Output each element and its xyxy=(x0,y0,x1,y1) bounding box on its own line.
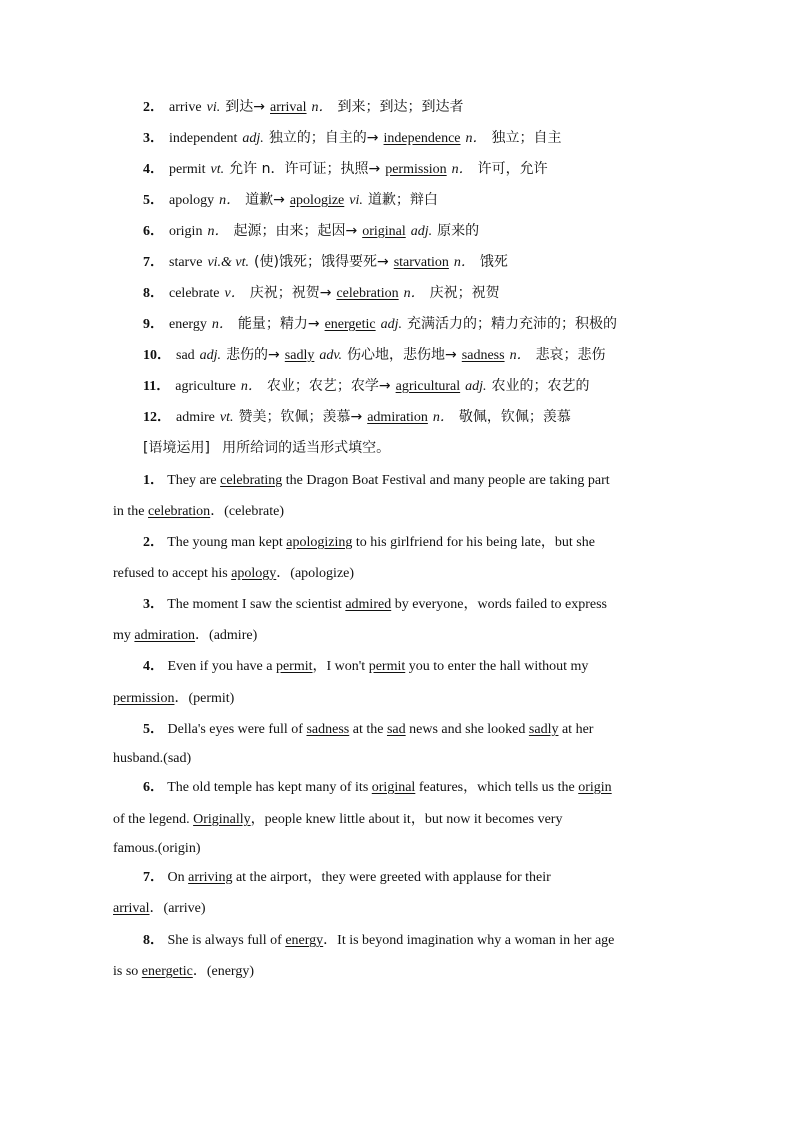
text: of the legend. xyxy=(113,812,194,827)
text: at her xyxy=(558,722,594,737)
vocab-word: celebrate xyxy=(169,286,220,301)
vocab-meaning: 到达→ xyxy=(225,99,265,115)
derived-word: permission xyxy=(385,162,447,177)
part-of-speech: n． xyxy=(432,410,454,425)
exercise-number: 8． xyxy=(143,933,164,948)
vocab-word: independent xyxy=(169,131,238,146)
derived-word: energetic xyxy=(324,317,376,332)
vocab-number: 7． xyxy=(143,255,164,270)
text: Even if you have a xyxy=(167,659,276,674)
exercise-6-line-3 xyxy=(113,840,200,858)
vocab-word: permit xyxy=(169,162,206,177)
section-title: [语境运用] xyxy=(143,440,210,456)
vocab-item xyxy=(143,160,548,179)
derived-meaning: 敬佩，钦佩；羡慕 xyxy=(458,409,571,425)
derived-meaning: 道歉；辩白 xyxy=(367,192,438,208)
part-of-speech: vi.& vt. xyxy=(207,255,250,270)
derived-word: apologize xyxy=(289,193,345,208)
text: at the airport，they were greeted with applause for their xyxy=(232,870,551,885)
vocab-item xyxy=(143,98,464,117)
exercise-6-line-1 xyxy=(143,779,612,797)
part-of-speech: n． xyxy=(219,193,241,208)
answer-blank: apologizing xyxy=(286,535,353,550)
exercise-4-line-2 xyxy=(113,690,234,708)
exercise-8-line-1 xyxy=(143,932,614,950)
exercise-6-line-2 xyxy=(113,811,562,829)
part-of-speech: n． xyxy=(403,286,425,301)
derived-meaning: 原来的 xyxy=(437,223,480,239)
part-of-speech: adj. xyxy=(465,379,487,394)
vocab-number: 4． xyxy=(143,162,164,177)
answer-blank: sad xyxy=(386,722,406,737)
vocab-word: admire xyxy=(176,410,215,425)
part-of-speech: n． xyxy=(451,162,473,177)
exercise-number: 3． xyxy=(143,597,164,612)
text: my xyxy=(113,628,135,643)
part-of-speech: n． xyxy=(211,317,233,332)
part-of-speech: n． xyxy=(453,255,475,270)
part-of-speech: adj. xyxy=(199,348,222,363)
derived-meaning: 悲哀；悲伤 xyxy=(535,347,606,363)
answer-blank: arrival xyxy=(113,901,150,916)
text: by everyone，words failed to express xyxy=(391,597,607,612)
vocab-item xyxy=(143,315,617,334)
text: She is always full of xyxy=(167,933,286,948)
part-of-speech: adj. xyxy=(380,317,403,332)
part-of-speech: n． xyxy=(240,379,262,394)
part-of-speech: n． xyxy=(509,348,531,363)
text: to his girlfriend for his being late，but she xyxy=(352,535,595,550)
exercise-8-line-2 xyxy=(113,963,254,981)
exercise-number: 6． xyxy=(143,780,164,795)
text: husband.(sad) xyxy=(113,751,192,766)
vocab-number: 12． xyxy=(143,410,171,425)
vocab-item xyxy=(143,284,500,303)
exercise-1-line-2 xyxy=(113,503,284,521)
text: in the xyxy=(113,504,148,519)
answer-blank: original xyxy=(371,780,416,795)
vocab-word: starve xyxy=(169,255,203,270)
derived-word: agricultural xyxy=(395,379,461,394)
answer-blank: permit xyxy=(368,659,406,674)
text: the Dragon Boat Festival and many people are taking part xyxy=(282,473,610,488)
vocab-meaning: 悲伤的→ xyxy=(226,347,280,363)
vocab-meaning: 赞美；钦佩；羡慕→ xyxy=(238,409,363,425)
text: famous.(origin) xyxy=(113,841,201,856)
vocab-item xyxy=(143,253,508,272)
answer-blank: energetic xyxy=(141,964,193,979)
answer-blank: Originally xyxy=(193,812,251,827)
vocab-meaning: (使)饿死；饿得要死→ xyxy=(254,254,389,270)
derived-word: original xyxy=(362,224,406,239)
derived-word: arrival xyxy=(270,100,307,115)
part-of-speech: vt. xyxy=(210,162,225,177)
derived-meaning: 充满活力的；精力充沛的；积极的 xyxy=(407,316,618,332)
answer-blank: apology xyxy=(231,566,277,581)
exercise-5-line-2 xyxy=(113,750,191,768)
vocab-item xyxy=(143,377,590,396)
part-of-speech: n． xyxy=(207,224,229,239)
answer-blank: celebration xyxy=(148,504,211,519)
text: ，people knew little about it，but now it becomes very xyxy=(250,812,563,827)
vocab-word: agriculture xyxy=(175,379,236,394)
text: ，I won't xyxy=(312,659,369,674)
vocab-word: energy xyxy=(169,317,207,332)
vocab-meaning: 起源；由来；起因→ xyxy=(233,223,358,239)
exercise-number: 4． xyxy=(143,659,164,674)
section-header xyxy=(143,439,390,458)
text: On xyxy=(167,870,189,885)
text: at the xyxy=(349,722,387,737)
answer-blank: permission xyxy=(113,691,175,706)
exercise-7-line-2 xyxy=(113,900,206,918)
text: ．(admire) xyxy=(195,628,258,643)
vocab-meaning: 道歉→ xyxy=(245,192,285,208)
text: The moment I saw the scientist xyxy=(167,597,346,612)
derived-meaning: 到来；到达；到达者 xyxy=(337,99,464,115)
derived-word: independence xyxy=(383,131,461,146)
derived-meaning: 庆祝；祝贺 xyxy=(429,285,500,301)
text: They are xyxy=(167,473,221,488)
text: ．(permit) xyxy=(174,691,235,706)
exercise-1-line-1 xyxy=(143,472,610,490)
part-of-speech: n． xyxy=(311,100,333,115)
vocab-number: 9． xyxy=(143,317,164,332)
text: ．(arrive) xyxy=(149,901,206,916)
text: is so xyxy=(113,964,142,979)
answer-blank: sadly xyxy=(528,722,559,737)
vocab-word: arrive xyxy=(169,100,202,115)
text: ．It is beyond imagination why a woman in her age xyxy=(323,933,615,948)
text: The old temple has kept many of its xyxy=(167,780,372,795)
derived-word: sadly xyxy=(284,348,315,363)
exercise-number: 7． xyxy=(143,870,164,885)
text: ．(energy) xyxy=(192,964,255,979)
exercise-3-line-1 xyxy=(143,596,607,614)
vocab-meaning: 允许 n．许可证；执照→ xyxy=(229,161,381,177)
text: The young man kept xyxy=(167,535,287,550)
vocab-number: 11． xyxy=(143,379,171,394)
text: news and she looked xyxy=(405,722,529,737)
exercise-3-line-2 xyxy=(113,627,257,645)
vocab-number: 2． xyxy=(143,100,164,115)
vocab-meaning: 能量；精力→ xyxy=(237,316,320,332)
vocab-meaning: 农业；农艺；农学→ xyxy=(266,378,391,394)
answer-blank: arriving xyxy=(188,870,233,885)
answer-blank: admired xyxy=(345,597,392,612)
vocab-number: 6． xyxy=(143,224,164,239)
vocab-meaning: 独立的；自主的→ xyxy=(268,130,379,146)
part-of-speech: adj. xyxy=(410,224,433,239)
section-instruction: 用所给词的适当形式填空。 xyxy=(222,440,391,456)
derived-word: sadness xyxy=(461,348,505,363)
text: Della's eyes were full of xyxy=(167,722,307,737)
derived-meaning: 许可，允许 xyxy=(477,161,548,177)
vocab-word: origin xyxy=(169,224,203,239)
part-of-speech: n． xyxy=(465,131,487,146)
exercise-7-line-1 xyxy=(143,869,551,887)
derived-word: celebration xyxy=(336,286,399,301)
derived-word: starvation xyxy=(393,255,449,270)
answer-blank: permit xyxy=(275,659,313,674)
answer-blank: origin xyxy=(578,780,612,795)
vocab-word: sad xyxy=(176,348,195,363)
part-of-speech: v． xyxy=(224,286,245,301)
derived-meaning: 饿死 xyxy=(479,254,508,270)
answer-blank: energy xyxy=(285,933,324,948)
answer-blank: sadness xyxy=(306,722,350,737)
derived-word: admiration xyxy=(367,410,428,425)
exercise-number: 2． xyxy=(143,535,164,550)
derived-meaning: 农业的；农艺的 xyxy=(491,378,590,394)
exercise-2-line-1 xyxy=(143,534,595,552)
part-of-speech: vt. xyxy=(219,410,234,425)
answer-blank: admiration xyxy=(134,628,196,643)
exercise-2-line-2 xyxy=(113,565,354,583)
vocab-number: 8． xyxy=(143,286,164,301)
part-of-speech: adv. xyxy=(319,348,343,363)
text: ．(celebrate) xyxy=(210,504,285,519)
exercise-4-line-1 xyxy=(143,658,588,676)
text: features，which tells us the xyxy=(415,780,579,795)
text: ．(apologize) xyxy=(276,566,355,581)
vocab-item xyxy=(143,346,606,365)
part-of-speech: vi. xyxy=(349,193,363,208)
vocab-number: 10． xyxy=(143,348,171,363)
exercise-number: 5． xyxy=(143,722,164,737)
vocab-number: 3． xyxy=(143,131,164,146)
vocab-meaning: 庆祝；祝贺→ xyxy=(249,285,332,301)
answer-blank: celebrating xyxy=(220,473,283,488)
vocab-number: 5． xyxy=(143,193,164,208)
exercise-number: 1． xyxy=(143,473,164,488)
derived-meaning: 伤心地，悲伤地→ xyxy=(347,347,457,363)
vocab-word: apology xyxy=(169,193,215,208)
text: refused to accept his xyxy=(113,566,232,581)
vocab-item xyxy=(143,191,438,210)
vocab-item xyxy=(143,129,562,148)
text: you to enter the hall without my xyxy=(405,659,589,674)
derived-meaning: 独立；自主 xyxy=(491,130,562,146)
exercise-5-line-1 xyxy=(143,721,593,739)
vocab-item xyxy=(143,408,571,427)
part-of-speech: vi. xyxy=(206,100,221,115)
vocab-item xyxy=(143,222,479,241)
part-of-speech: adj. xyxy=(242,131,264,146)
